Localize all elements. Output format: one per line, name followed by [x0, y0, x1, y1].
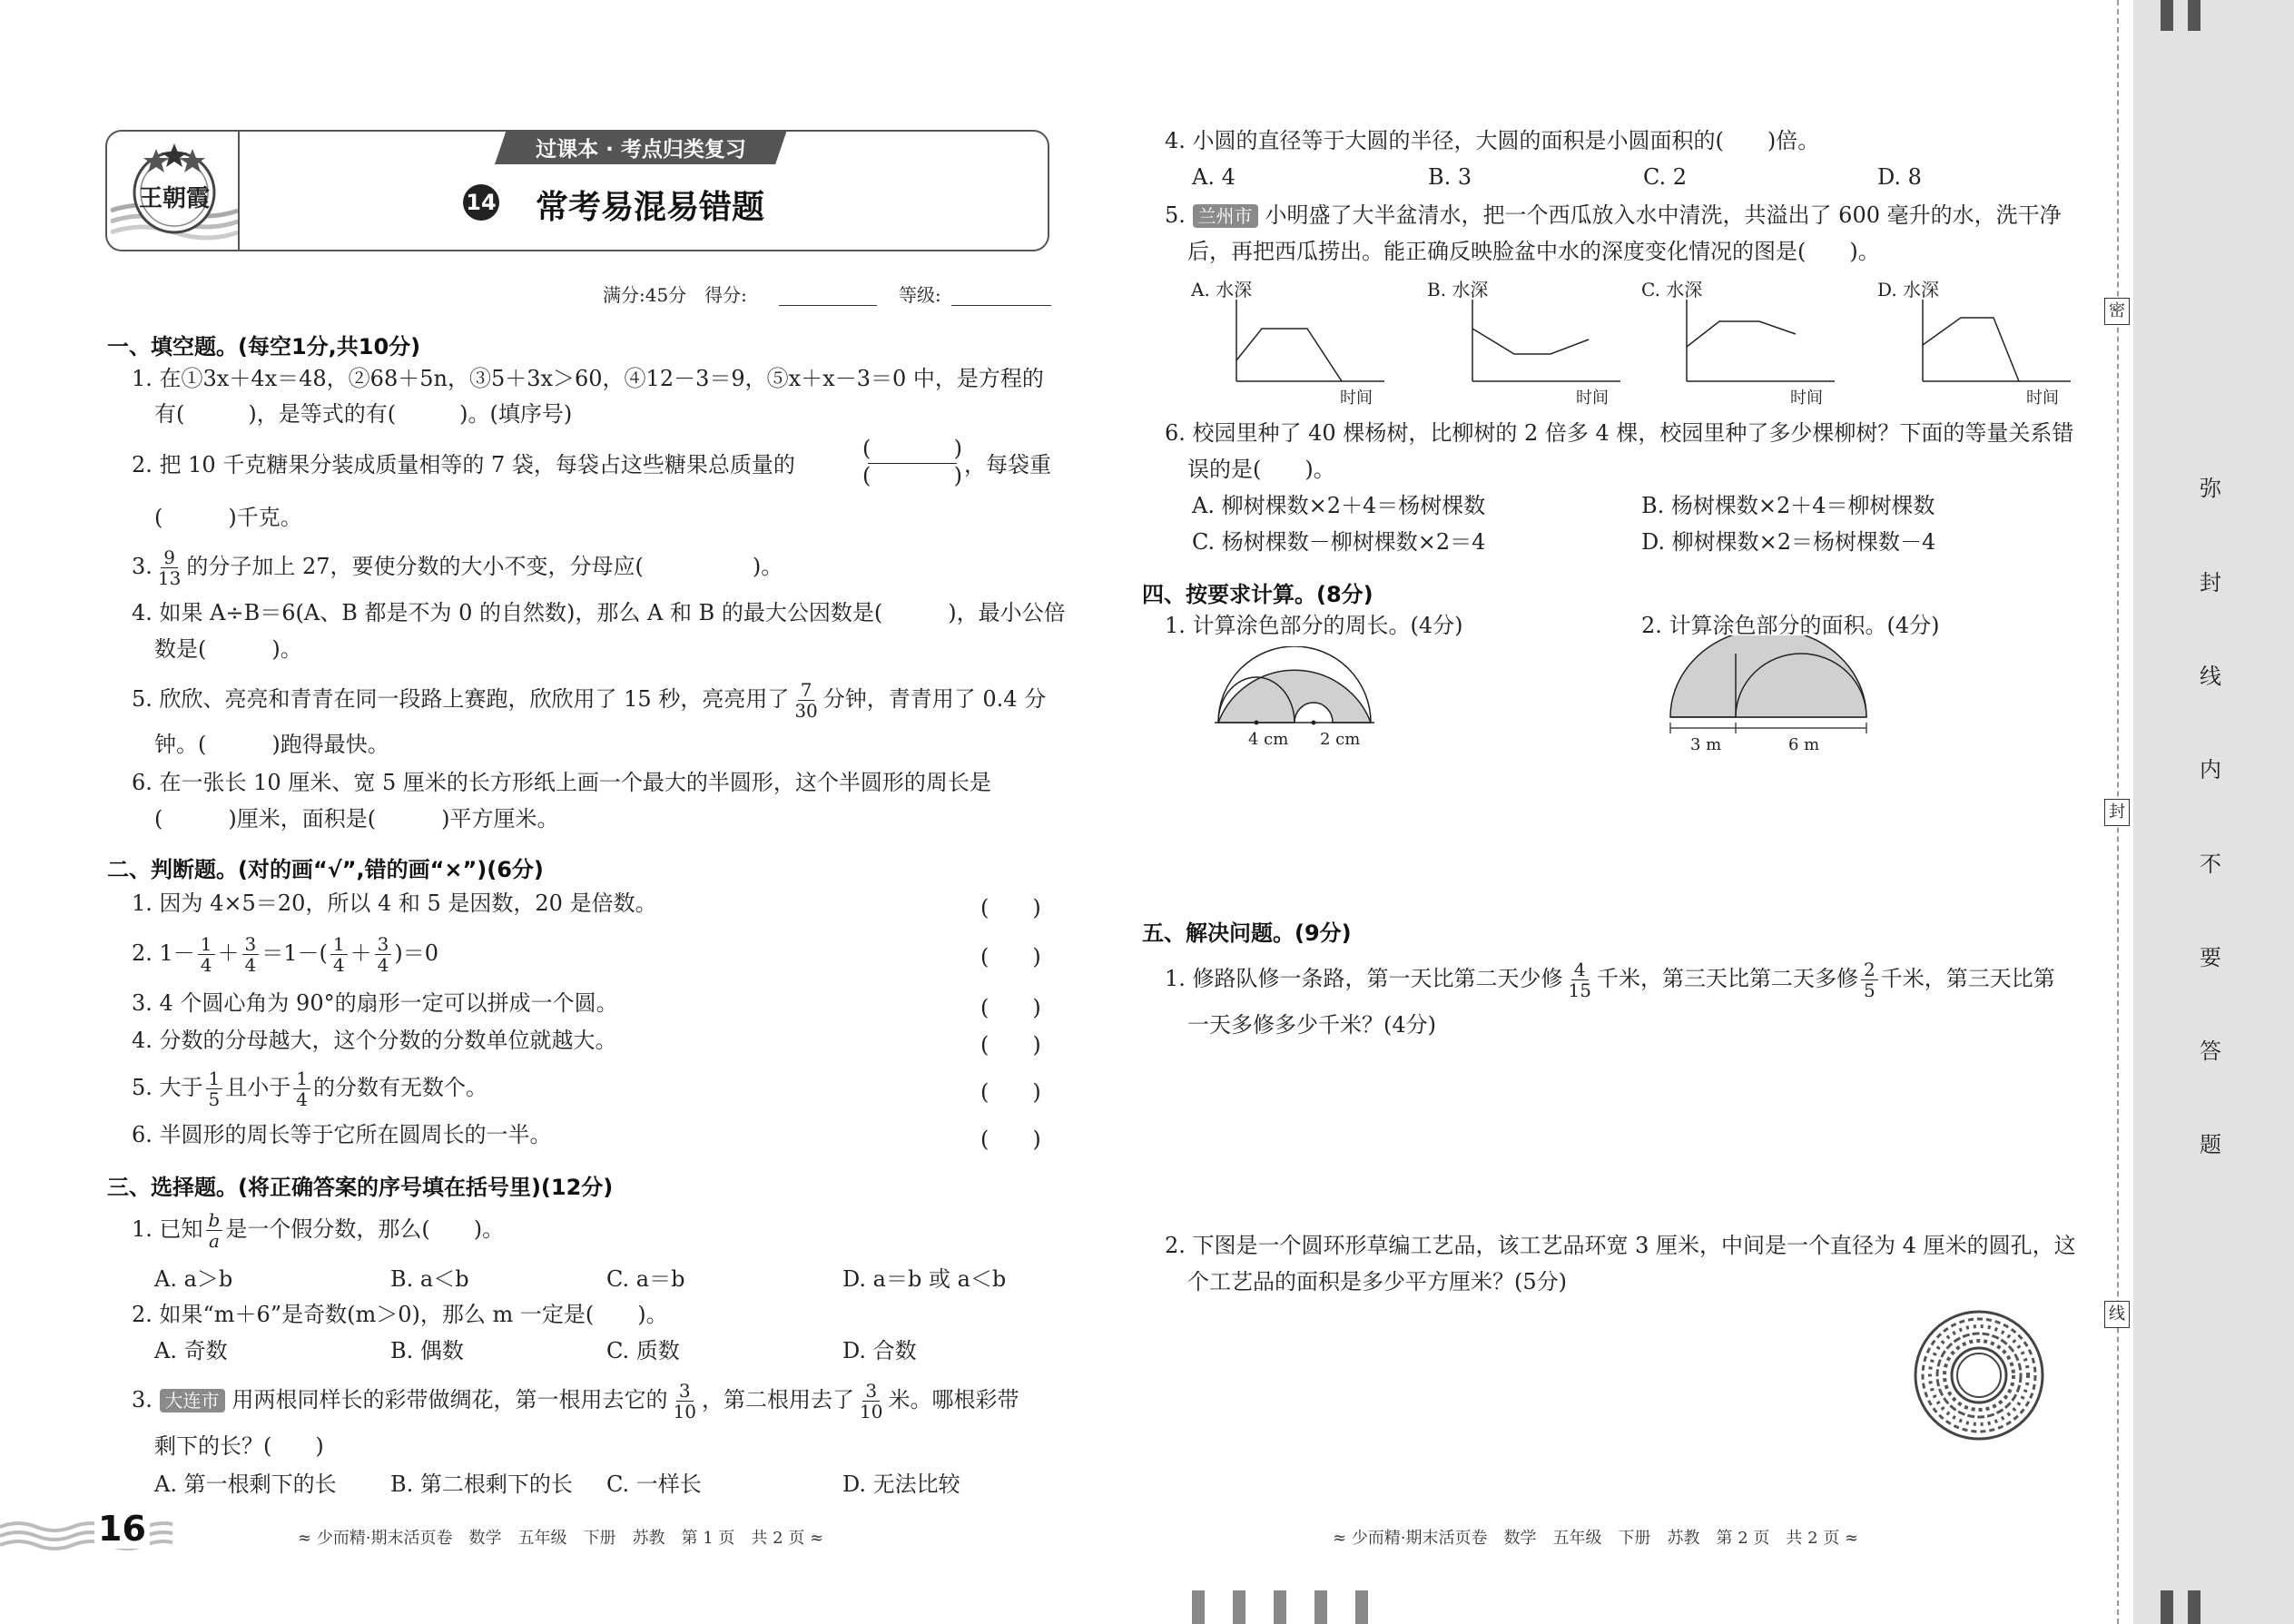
side-char: 题 [2200, 1132, 2221, 1157]
s3-q3-line1 [132, 1373, 1019, 1427]
s2-q5-mid: 且小于 [225, 1075, 291, 1100]
s2-q4-answer[interactable]: ( ) [980, 1032, 1041, 1058]
s2-q5-f1-den: 5 [208, 1088, 221, 1110]
s3-q5-prefix: 5. [1165, 202, 1186, 228]
s3-q4-option-a[interactable]: A. 4 [1192, 164, 1236, 190]
graph-a-xlabel: 时间 [1340, 389, 1373, 408]
s3-q3-option-b[interactable]: B. 第二根剩下的长 [390, 1471, 573, 1497]
s3-q6-option-c[interactable]: C. 杨树棵数－柳树棵数×2＝4 [1192, 529, 1486, 555]
score-label: 满分:45分 得分: [603, 284, 747, 306]
section-2-title: 二、判断题。(对的画“√”,错的画“×”)(6分) [107, 857, 544, 882]
graph-option-a[interactable] [1189, 274, 1389, 410]
s2-q2-op2: ＝1－( [261, 940, 328, 966]
s3-q3-fraction-2 [857, 1381, 885, 1422]
s2-q6-answer[interactable]: ( ) [980, 1127, 1041, 1152]
s3-q3-line2: 剩下的长？( ) [154, 1433, 324, 1459]
bottom-marker [1233, 1590, 1245, 1624]
city-tag-lanzhou: 兰州市 [1193, 204, 1258, 228]
binding-tab-top [2188, 0, 2200, 31]
bottom-marker [1314, 1590, 1327, 1624]
s3-q4-option-c[interactable]: C. 2 [1643, 164, 1688, 190]
s5-q1-answer-area[interactable] [1165, 1053, 2091, 1216]
graph-b-xlabel: 时间 [1576, 389, 1609, 408]
s2-q2-f2-num: 3 [242, 934, 260, 955]
s4-q2-label-3m: 3 m [1690, 735, 1722, 753]
s1-q6-line2: ( )厘米，面积是( )平方厘米。 [154, 806, 559, 832]
s2-q5-prefix: 5. 大于 [132, 1075, 203, 1100]
s2-q2-end: )＝0 [394, 940, 439, 966]
side-char: 答 [2200, 1038, 2221, 1064]
s1-q2-fraction-blank: ( ) ( ) [862, 436, 962, 488]
s3-q1-option-c[interactable]: C. a＝b [606, 1266, 685, 1292]
s3-q3-part-c: 米。哪根彩带 [888, 1387, 1019, 1412]
page-number: 16 [94, 1509, 150, 1549]
s3-q3-option-c[interactable]: C. 一样长 [606, 1471, 702, 1497]
s2-q2-prefix: 2. 1－ [132, 940, 195, 966]
grade-field[interactable] [951, 305, 1051, 306]
s3-q5-text: 小明盛了大半盆清水，把一个西瓜放入水中清洗，共溢出了 600 毫升的水，洗干净 [1265, 202, 2062, 228]
title-number [463, 184, 499, 221]
s1-q6-line1: 6. 在一张长 10 厘米、宽 5 厘米的长方形纸上画一个最大的半圆形，这个半圆形的周长是 [132, 770, 991, 795]
s1-q1-line1: 1. 在①3x＋4x＝48，②68＋5n，③5＋3x＞60，④12－3＝9，⑤x＋x－3＝0 中，是方程的 [132, 366, 1044, 391]
s3-q3-fraction-1 [671, 1381, 699, 1422]
s5-q1-line1 [1165, 951, 2055, 1006]
s1-q3 [132, 539, 783, 594]
seal-char: 密 [2104, 298, 2130, 325]
bottom-marker [1192, 1590, 1205, 1624]
s5-q1-part-b: 千米，第三天比第二天多修 [1596, 966, 1858, 991]
grade-label: 等级: [899, 284, 941, 306]
s3-q3-f1-num: 3 [676, 1381, 694, 1402]
s2-q2-f1-den: 4 [200, 954, 212, 976]
s3-q3-f2-den: 10 [860, 1401, 883, 1422]
header-divider [238, 132, 240, 250]
s1-q3-denominator: 13 [157, 567, 182, 589]
s5-q2-line2: 个工艺品的面积是多少平方厘米？(5分) [1187, 1269, 1567, 1294]
s3-q3-option-a[interactable]: A. 第一根剩下的长 [154, 1471, 337, 1497]
s2-q2-fraction-1 [198, 934, 215, 975]
side-char: 不 [2200, 851, 2221, 877]
s1-q5-line1 [132, 672, 1046, 726]
binding-tab-bottom [2161, 1590, 2173, 1624]
s1-q5-line2: 钟。( )跑得最快。 [154, 732, 389, 757]
side-char: 弥 [2200, 476, 2221, 501]
s2-q2-f3-num: 1 [330, 934, 348, 955]
s2-q2-f4-den: 4 [377, 954, 389, 976]
s3-q1-option-d[interactable]: D. a＝b 或 a＜b [842, 1266, 1007, 1292]
s4-q1-label-2cm: 2 cm [1320, 730, 1361, 749]
s2-q3-answer[interactable]: ( ) [980, 995, 1041, 1020]
s2-q2-f1-num: 1 [198, 934, 215, 955]
side-char: 封 [2200, 570, 2221, 595]
s4-q1-figure [1207, 646, 1380, 755]
seal-char: 封 [2104, 799, 2130, 826]
bottom-marker [1355, 1590, 1368, 1624]
graph-d-xlabel: 时间 [2026, 389, 2059, 408]
s3-q1-prefix: 1. 已知 [132, 1216, 203, 1242]
s1-q2-line2: ( )千克。 [154, 505, 302, 530]
s3-q2-option-d[interactable]: D. 合数 [842, 1338, 917, 1363]
s2-q2-op3: ＋ [350, 940, 372, 966]
graph-c-xlabel: 时间 [1790, 389, 1823, 408]
s3-q3-f2-num: 3 [862, 1381, 880, 1402]
s3-q1-option-b[interactable]: B. a＜b [390, 1266, 469, 1292]
footer-left: ≈ 少而精·期末活页卷 数学 五年级 下册 苏教 第 1 页 共 2 页 ≈ [298, 1529, 824, 1548]
s3-q6-option-d[interactable]: D. 柳树棵数×2＝杨树棵数－4 [1641, 529, 1936, 555]
s4-q1-label-4cm: 4 cm [1248, 730, 1289, 749]
s2-q1: 1. 因为 4×5＝20，所以 4 和 5 是因数，20 是倍数。 [132, 891, 657, 916]
s5-q1-f1-den: 15 [1568, 979, 1591, 1001]
graph-c-ylabel: C. 水深 [1641, 279, 1703, 300]
graph-option-b[interactable] [1425, 274, 1625, 410]
s1-q4-line1: 4. 如果 A÷B＝6(A、B 都是不为 0 的自然数)，那么 A 和 B 的最大公因数是( )，最小公倍 [132, 600, 1066, 625]
section-4-title: 四、按要求计算。(8分) [1142, 582, 1373, 607]
s2-q2-fraction-4 [375, 934, 392, 975]
s1-q5-part-b: 分钟，青青用了 0.4 分 [822, 686, 1047, 712]
s3-q1 [132, 1202, 504, 1256]
s4-q2: 2. 计算涂色部分的面积。(4分) [1641, 613, 1940, 638]
s2-q5-f1-num: 1 [206, 1068, 223, 1089]
s3-q6-line2: 误的是( )。 [1187, 457, 1335, 482]
s3-q2-option-a[interactable]: A. 奇数 [154, 1338, 228, 1363]
s5-q1-part-a: 1. 修路队修一条路，第一天比第二天少修 [1165, 966, 1563, 991]
s3-q6-option-a[interactable]: A. 柳树棵数×2＋4＝杨树棵数 [1192, 493, 1486, 518]
s2-q5-f2-den: 4 [296, 1088, 308, 1110]
logo-text: 王朝霞 [138, 185, 210, 212]
score-field[interactable] [779, 305, 877, 306]
s3-q1-end: 是一个假分数，那么( )。 [225, 1216, 505, 1242]
s1-q2-line1: 2. 把 10 千克糖果分装成质量相等的 7 袋，每袋占这些糖果总质量的 [132, 452, 795, 477]
s1-q1-line2 [154, 400, 572, 428]
s1-q1-part-c: )。(填序号) [459, 401, 573, 427]
s3-q1-den: a [208, 1230, 220, 1252]
section-3-title: 三、选择题。(将正确答案的序号填在括号里)(12分) [107, 1175, 614, 1200]
s2-q2-f3-den: 4 [332, 954, 345, 976]
s5-q1-line2: 一天多修多少千米？(4分) [1187, 1012, 1436, 1038]
graph-b-ylabel: B. 水深 [1427, 279, 1489, 300]
s2-q6: 6. 半圆形的周长等于它所在圆周长的一半。 [132, 1122, 552, 1147]
s3-q3-part-b: ，第二根用去了 [702, 1387, 854, 1412]
s2-q5 [132, 1060, 487, 1115]
s1-q2-line1-end: ，每袋重 [964, 452, 1051, 477]
section-5-title: 五、解决问题。(9分) [1142, 920, 1352, 946]
s1-q3-prefix: 3. [132, 554, 153, 579]
s3-q1-num: b [206, 1210, 223, 1231]
s2-q2-answer[interactable]: ( ) [980, 944, 1041, 969]
bottom-marker [1274, 1590, 1286, 1624]
s3-q1-option-a[interactable]: A. a＞b [154, 1266, 233, 1292]
footer-right: ≈ 少而精·期末活页卷 数学 五年级 下册 苏教 第 2 页 共 2 页 ≈ [1333, 1529, 1859, 1548]
s5-q1-f2-den: 5 [1863, 979, 1876, 1001]
side-char: 要 [2200, 945, 2221, 970]
graph-d-ylabel: D. 水深 [1877, 279, 1940, 300]
s3-q5-line1 [1165, 202, 2062, 229]
footer-right-text: 少而精·期末活页卷 数学 五年级 下册 苏教 第 2 页 共 2 页 [1351, 1529, 1840, 1548]
s3-q3-f1-den: 10 [673, 1401, 696, 1422]
s3-q3-part-a: 用两根同样长的彩带做绸花，第一根用去它的 [231, 1387, 668, 1412]
s5-q1-f1-num: 4 [1571, 960, 1589, 980]
s3-q4-option-b[interactable]: B. 3 [1428, 164, 1472, 190]
s3-q2: 2. 如果“m＋6”是奇数(m＞0)，那么 m 一定是( )。 [132, 1302, 668, 1327]
s3-q5-line2: 后，再把西瓜捞出。能正确反映脸盆中水的深度变化情况的图是( )。 [1187, 239, 1880, 264]
s3-q2-option-c[interactable]: C. 质数 [606, 1338, 680, 1363]
s5-q1-part-c: 千米，第三天比第 [1880, 966, 2055, 991]
s3-q6-option-b[interactable]: B. 杨树棵数×2＋4＝柳树棵数 [1641, 493, 1935, 518]
s2-q3: 3. 4 个圆心角为 90°的扇形一定可以拼成一个圆。 [132, 990, 618, 1016]
s2-q5-fraction-2 [293, 1068, 310, 1109]
s1-q3-text: 的分子加上 27，要使分数的大小不变，分母应( )。 [186, 554, 783, 579]
s1-q3-numerator: 9 [161, 547, 178, 568]
s1-q1-part-b: )，是等式的有( [248, 401, 397, 427]
s3-q3-prefix: 3. [132, 1387, 153, 1412]
s1-q3-fraction [155, 547, 183, 588]
s1-q1-part-a: 有( [154, 401, 185, 427]
s3-q1-fraction [206, 1210, 223, 1251]
s4-q1: 1. 计算涂色部分的周长。(4分) [1165, 613, 1463, 638]
s2-q4: 4. 分数的分母越大，这个分数的分数单位就越大。 [132, 1028, 617, 1053]
s3-q6-line1: 6. 校园里种了 40 棵杨树，比柳树的 2 倍多 4 棵，校园里种了多少棵柳树？下面的等量关系错 [1165, 420, 2074, 446]
s2-q5-f2-num: 1 [293, 1068, 310, 1089]
s2-q2-op1: ＋ [217, 940, 240, 966]
title-number-text: 14 [466, 190, 497, 215]
s2-q2-fraction-3 [330, 934, 348, 975]
binding-tab-top [2161, 0, 2173, 31]
s2-q2-f4-num: 3 [375, 934, 392, 955]
s2-q5-answer[interactable]: ( ) [980, 1079, 1041, 1105]
s2-q5-fraction-1 [206, 1068, 223, 1109]
s3-q3-option-d[interactable]: D. 无法比较 [842, 1471, 960, 1497]
graph-option-d[interactable] [1876, 274, 2075, 410]
s1-q5-denominator: 30 [794, 700, 818, 722]
s1-q5-numerator: 7 [798, 680, 815, 701]
graph-a-ylabel: A. 水深 [1191, 279, 1253, 300]
side-char: 线 [2200, 664, 2221, 689]
s5-q1-fraction-1 [1566, 960, 1594, 1000]
side-char: 内 [2200, 757, 2221, 782]
s5-q1-f2-num: 2 [1861, 960, 1878, 980]
graph-option-c[interactable] [1639, 274, 1839, 410]
s2-q5-end: 的分数有无数个。 [313, 1075, 487, 1100]
s1-q4-line2: 数是( )。 [154, 636, 302, 662]
s1-q5-part-a: 5. 欣欣、亮亮和青青在同一段路上赛跑，欣欣用了 15 秒，亮亮用了 [132, 686, 790, 712]
s2-q1-answer[interactable]: ( ) [980, 895, 1041, 920]
s2-q2-fraction-2 [242, 934, 260, 975]
section-1-title: 一、填空题。(每空1分,共10分) [107, 334, 421, 359]
binding-strip [2133, 0, 2294, 1624]
s2-q2 [132, 926, 438, 980]
s3-q2-option-b[interactable]: B. 偶数 [390, 1338, 464, 1363]
s4-q2-label-6m: 6 m [1788, 735, 1820, 753]
s1-q5-fraction [792, 680, 820, 721]
straw-ring-image [1911, 1307, 2047, 1443]
binding-tab-bottom [2188, 1590, 2200, 1624]
page-title: 常考易混易错题 [536, 189, 765, 226]
city-tag-dalian: 大连市 [160, 1389, 225, 1412]
s5-q2-answer-area[interactable] [1165, 1307, 1900, 1489]
footer-left-text: 少而精·期末活页卷 数学 五年级 下册 苏教 第 1 页 共 2 页 [316, 1529, 805, 1548]
s3-q4-option-d[interactable]: D. 8 [1877, 164, 1922, 190]
seal-char: 线 [2104, 1301, 2130, 1328]
header-banner-text: 过课本 · 考点归类复习 [536, 138, 746, 162]
s5-q1-fraction-2 [1861, 960, 1878, 1000]
s2-q2-f2-den: 4 [244, 954, 257, 976]
s4-q2-figure [1663, 635, 1881, 753]
s3-q4: 4. 小圆的直径等于大圆的半径，大圆的面积是小圆面积的( )倍。 [1165, 128, 1820, 153]
s5-q2-line1: 2. 下图是一个圆环形草编工艺品，该工艺品环宽 3 厘米，中间是一个直径为 4 厘米的圆孔，这 [1165, 1233, 2076, 1258]
